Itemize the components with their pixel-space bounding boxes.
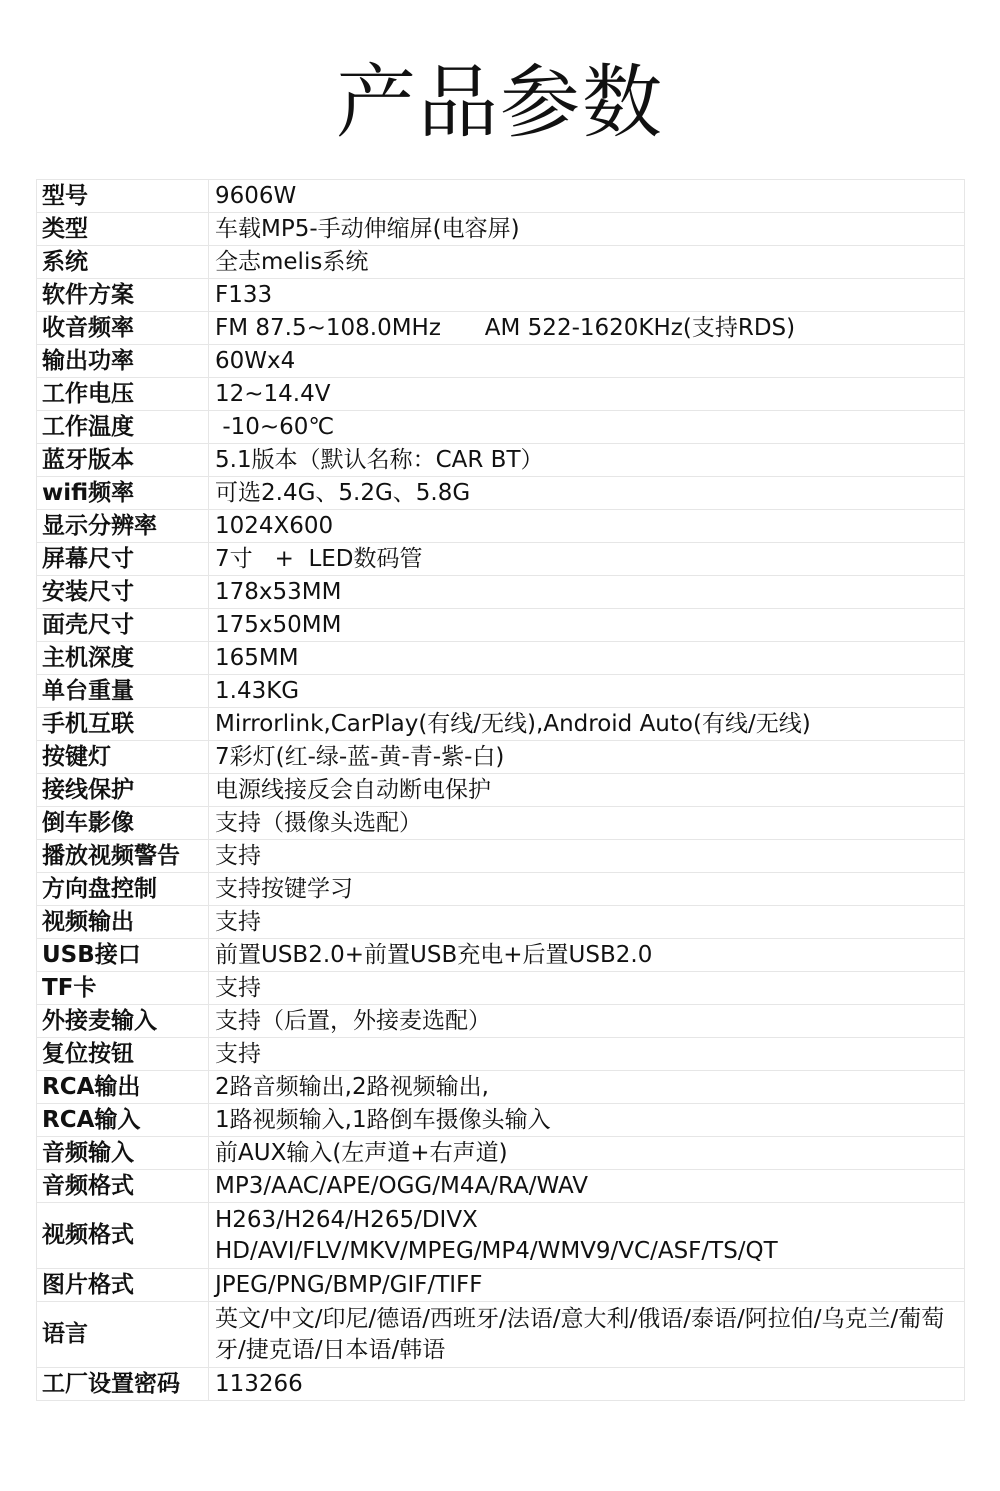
spec-label: 视频格式 — [37, 1203, 209, 1269]
spec-value: 7彩灯(红-绿-蓝-黄-青-紫-白) — [209, 741, 965, 774]
spec-row — [37, 411, 965, 444]
spec-row — [37, 213, 965, 246]
spec-row — [37, 873, 965, 906]
spec-label: 复位按钮 — [37, 1038, 209, 1071]
spec-row — [37, 510, 965, 543]
spec-value: 电源线接反会自动断电保护 — [209, 774, 965, 807]
spec-row — [37, 345, 965, 378]
spec-label: 外接麦输入 — [37, 1005, 209, 1038]
spec-value: FM 87.5~108.0MHz AM 522-1620KHz(支持RDS) — [209, 312, 965, 345]
spec-row — [37, 576, 965, 609]
spec-row — [37, 180, 965, 213]
spec-value: MP3/AAC/APE/OGG/M4A/RA/WAV — [209, 1170, 965, 1203]
spec-label: 方向盘控制 — [37, 873, 209, 906]
spec-label: RCA输出 — [37, 1071, 209, 1104]
spec-row — [37, 1368, 965, 1401]
spec-label: 系统 — [37, 246, 209, 279]
spec-row — [37, 1203, 965, 1269]
spec-label: 型号 — [37, 180, 209, 213]
spec-value: 支持 — [209, 1038, 965, 1071]
spec-label: 按键灯 — [37, 741, 209, 774]
spec-label: 安装尺寸 — [37, 576, 209, 609]
spec-row — [37, 1071, 965, 1104]
spec-value: 车载MP5-手动伸缩屏(电容屏) — [209, 213, 965, 246]
spec-label: 主机深度 — [37, 642, 209, 675]
spec-row — [37, 972, 965, 1005]
spec-label: 蓝牙版本 — [37, 444, 209, 477]
spec-value: 支持 — [209, 840, 965, 873]
spec-row — [37, 279, 965, 312]
spec-value: 165MM — [209, 642, 965, 675]
spec-label: 收音频率 — [37, 312, 209, 345]
spec-value: 支持 — [209, 906, 965, 939]
spec-row — [37, 1005, 965, 1038]
page-title: 产品参数 — [336, 56, 664, 149]
spec-label: 音频输入 — [37, 1137, 209, 1170]
spec-value: 可选2.4G、5.2G、5.8G — [209, 477, 965, 510]
spec-value: 前置USB2.0+前置USB充电+后置USB2.0 — [209, 939, 965, 972]
spec-value: 175x50MM — [209, 609, 965, 642]
spec-label: 播放视频警告 — [37, 840, 209, 873]
spec-row — [37, 741, 965, 774]
spec-value: 全志melis系统 — [209, 246, 965, 279]
spec-row — [37, 312, 965, 345]
spec-row — [37, 939, 965, 972]
spec-label: 工作电压 — [37, 378, 209, 411]
spec-value: 5.1版本（默认名称：CAR BT） — [209, 444, 965, 477]
spec-label: TF卡 — [37, 972, 209, 1005]
spec-row — [37, 378, 965, 411]
spec-value: -10~60℃ — [209, 411, 965, 444]
spec-label: 屏幕尺寸 — [37, 543, 209, 576]
spec-label: 软件方案 — [37, 279, 209, 312]
spec-label: 音频格式 — [37, 1170, 209, 1203]
spec-row — [37, 444, 965, 477]
spec-value: H263/H264/H265/DIVX HD/AVI/FLV/MKV/MPEG/MP4/WMV9/VC/ASF/TS/QT — [209, 1203, 965, 1269]
spec-row — [37, 807, 965, 840]
spec-value: 178x53MM — [209, 576, 965, 609]
spec-value: 英文/中文/印尼/德语/西班牙/法语/意大利/俄语/泰语/阿拉伯/乌克兰/葡萄牙/捷克语/日本语/韩语 — [209, 1302, 965, 1368]
spec-value: 支持 — [209, 972, 965, 1005]
spec-row — [37, 246, 965, 279]
spec-row — [37, 1170, 965, 1203]
spec-value: Mirrorlink,CarPlay(有线/无线),Android Auto(有线/无线) — [209, 708, 965, 741]
spec-value: 1.43KG — [209, 675, 965, 708]
spec-row — [37, 642, 965, 675]
spec-value: F133 — [209, 279, 965, 312]
spec-label: 倒车影像 — [37, 807, 209, 840]
spec-label: RCA输入 — [37, 1104, 209, 1137]
spec-row — [37, 675, 965, 708]
spec-label: 类型 — [37, 213, 209, 246]
spec-row — [37, 1269, 965, 1302]
spec-label: wifi频率 — [37, 477, 209, 510]
spec-label: 工厂设置密码 — [37, 1368, 209, 1401]
spec-label: 接线保护 — [37, 774, 209, 807]
spec-table-body — [37, 180, 965, 1401]
spec-value: 60Wx4 — [209, 345, 965, 378]
spec-value: 2路音频输出,2路视频输出, — [209, 1071, 965, 1104]
spec-value: 9606W — [209, 180, 965, 213]
spec-value: 12~14.4V — [209, 378, 965, 411]
spec-label: 语言 — [37, 1302, 209, 1368]
spec-value: 前AUX输入(左声道+右声道) — [209, 1137, 965, 1170]
spec-value: 1024X600 — [209, 510, 965, 543]
spec-row — [37, 708, 965, 741]
spec-row — [37, 1302, 965, 1368]
spec-row — [37, 1038, 965, 1071]
spec-label: 面壳尺寸 — [37, 609, 209, 642]
spec-row — [37, 609, 965, 642]
spec-row — [37, 543, 965, 576]
spec-label: 图片格式 — [37, 1269, 209, 1302]
spec-value: JPEG/PNG/BMP/GIF/TIFF — [209, 1269, 965, 1302]
spec-value: 7寸 + LED数码管 — [209, 543, 965, 576]
spec-value: 支持（后置，外接麦选配） — [209, 1005, 965, 1038]
spec-value: 支持（摄像头选配） — [209, 807, 965, 840]
spec-row — [37, 840, 965, 873]
spec-label: 工作温度 — [37, 411, 209, 444]
spec-value: 113266 — [209, 1368, 965, 1401]
spec-label: 输出功率 — [37, 345, 209, 378]
spec-row — [37, 774, 965, 807]
spec-row — [37, 1137, 965, 1170]
spec-row — [37, 1104, 965, 1137]
spec-label: 手机互联 — [37, 708, 209, 741]
spec-row — [37, 906, 965, 939]
spec-label: 视频输出 — [37, 906, 209, 939]
spec-label: USB接口 — [37, 939, 209, 972]
spec-value: 支持按键学习 — [209, 873, 965, 906]
spec-row — [37, 477, 965, 510]
spec-label: 显示分辨率 — [37, 510, 209, 543]
spec-value: 1路视频输入,1路倒车摄像头输入 — [209, 1104, 965, 1137]
spec-table — [36, 179, 965, 1401]
spec-label: 单台重量 — [37, 675, 209, 708]
